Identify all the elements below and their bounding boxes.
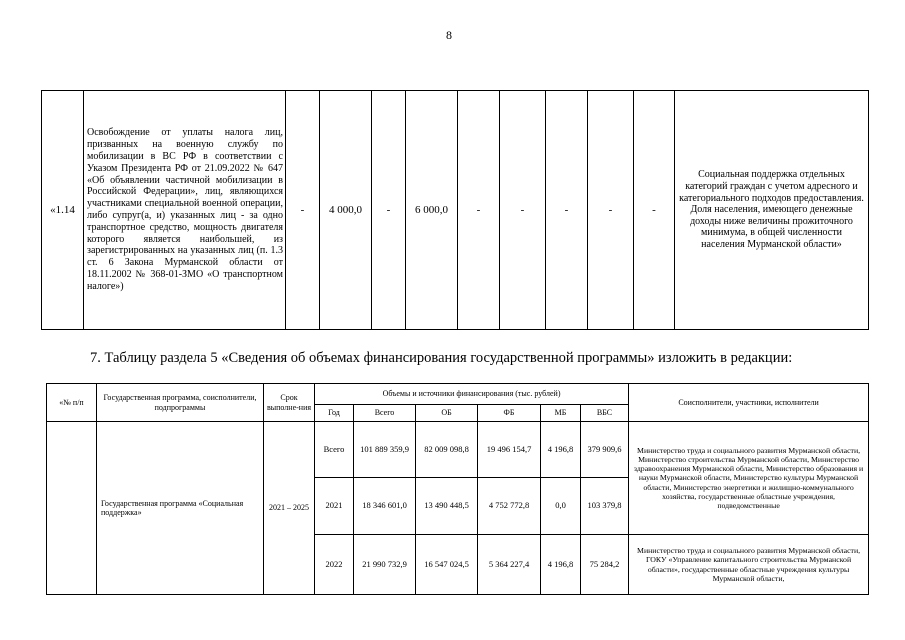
table-cell: Всего xyxy=(315,422,354,478)
benefit-description: Освобождение от уплаты налога лиц, призванных на военную службу по мобилизации в ВС РФ в соответствии с Указом Президента РФ от 21.09.2022 № 647 «Об объявлении частичной мобилизации в Российской Федерации», лиц, являющихся участниками специальной военной операции, либо супруг(а, и) указанных лиц - за одно транспортное средство, мощность двигателя которого является наибольшей, из зарегистрированных на указанных лиц (п. 1.3 ст. 6 Закона Мурманской области от 18.11.2002 № 368-01-ЗМО «О транспортном налоге») xyxy=(84,91,286,330)
header-vbs: ВБС xyxy=(581,405,629,422)
table-cell: 13 490 448,5 xyxy=(416,478,478,535)
table-cell: 2022 xyxy=(315,535,354,595)
header-mb: МБ xyxy=(541,405,581,422)
financing-table xyxy=(46,383,869,595)
executors-list: Министерство труда и социального развития Мурманской области, ГОКУ «Управление капитального строительства Мурманской области», государственные областные учреждения культуры Мурманской области, xyxy=(629,535,869,595)
table-cell: 2021 xyxy=(315,478,354,535)
table-row xyxy=(42,91,869,330)
table-cell: - xyxy=(546,91,588,330)
benefits-table xyxy=(41,90,869,330)
section-heading: 7. Таблицу раздела 5 «Сведения об объемах финансирования государственной программы» изложить в редакции: xyxy=(90,350,793,366)
header-num: «№ п/п xyxy=(47,384,97,422)
header-fb: ФБ xyxy=(478,405,541,422)
result-description: Социальная поддержка отдельных категорий граждан с учетом адресного и категориального подходов предоставления. Доля населения, имеющего денежные доходы ниже величины прожиточного минимума, в общей численности населения Мурманской области» xyxy=(675,91,869,330)
executors-list: Министерство труда и социального развития Мурманской области, Министерство строительства Мурманской области, Министерство здравоохранения Мурманской области, Министерство образования и науки Мурманской области, Министерство культуры Мурманской области, Министерство энергетики и жилищно-коммунального хозяйства, государственные областные учреждения, подведомственные xyxy=(629,422,869,535)
table-cell: 82 009 098,8 xyxy=(416,422,478,478)
row-number xyxy=(47,422,97,595)
table-cell: 4 000,0 xyxy=(320,91,372,330)
table-cell: - xyxy=(286,91,320,330)
table-cell: 5 364 227,4 xyxy=(478,535,541,595)
table-cell: 19 496 154,7 xyxy=(478,422,541,478)
table-cell: 75 284,2 xyxy=(581,535,629,595)
table-cell: 16 547 024,5 xyxy=(416,535,478,595)
header-year: Год xyxy=(315,405,354,422)
header-total: Всего xyxy=(354,405,416,422)
table-cell: - xyxy=(500,91,546,330)
table-row xyxy=(47,422,869,478)
table-cell: 18 346 601,0 xyxy=(354,478,416,535)
table-cell: 4 752 772,8 xyxy=(478,478,541,535)
header-term: Срок выполне-ния xyxy=(264,384,315,422)
header-volumes: Объемы и источники финансирования (тыс. рублей) xyxy=(315,384,629,405)
table-cell: 101 889 359,9 xyxy=(354,422,416,478)
table-cell: 4 196,8 xyxy=(541,422,581,478)
table-cell: - xyxy=(458,91,500,330)
row-number: «1.14 xyxy=(42,91,84,330)
table-cell: 103 379,8 xyxy=(581,478,629,535)
page-number: 8 xyxy=(446,28,452,42)
table-cell: 4 196,8 xyxy=(541,535,581,595)
table-cell: 6 000,0 xyxy=(406,91,458,330)
header-ob: ОБ xyxy=(416,405,478,422)
header-executors: Соисполнители, участники, исполнители xyxy=(629,384,869,422)
header-row xyxy=(47,384,869,405)
table-cell: 21 990 732,9 xyxy=(354,535,416,595)
table-cell: 0,0 xyxy=(541,478,581,535)
header-program: Государственная программа, соисполнители, подпрограммы xyxy=(97,384,264,422)
table-cell: - xyxy=(588,91,634,330)
table-cell: - xyxy=(372,91,406,330)
program-name: Государственная программа «Социальная поддержка» xyxy=(97,422,264,595)
table-cell: 379 909,6 xyxy=(581,422,629,478)
program-term: 2021 – 2025 xyxy=(264,422,315,595)
table-cell: - xyxy=(634,91,675,330)
